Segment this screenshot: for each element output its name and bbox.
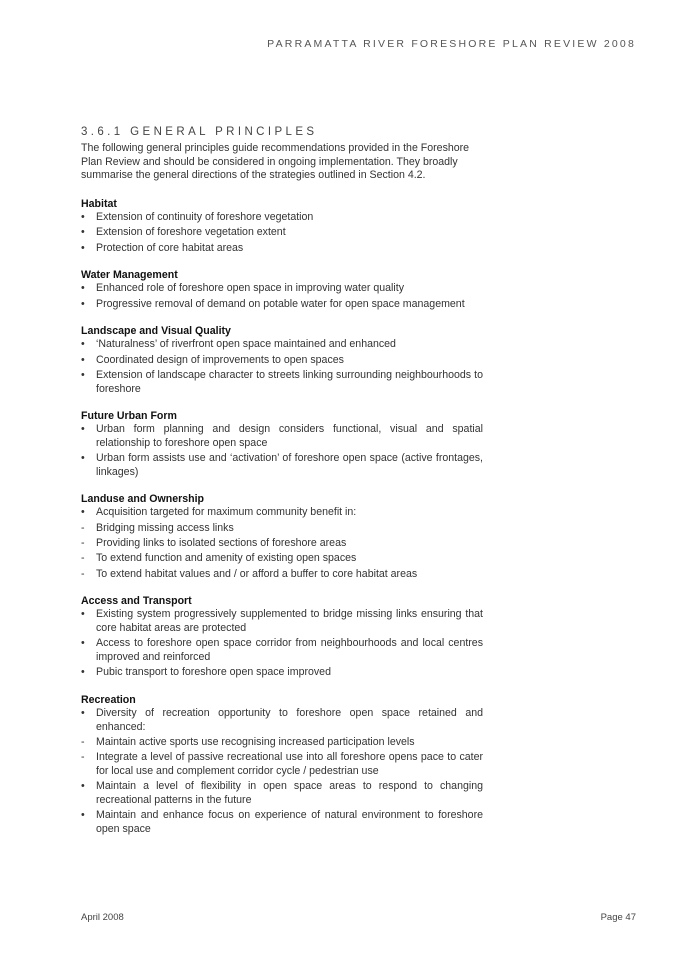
intro-paragraph: The following general principles guide recommendations provided in the Foreshore Plan Review and should be considered in ongoing implementation. They broadly summarise the general directions of the strategies outlined in Section 4.2.: [81, 142, 470, 182]
bullet-marker: •: [81, 210, 85, 223]
group-title: Access and Transport: [81, 595, 192, 608]
list-item: [81, 608, 483, 635]
group-title: Habitat: [81, 197, 117, 210]
bullet-marker: •: [81, 241, 85, 254]
list-item-text: Enhanced role of foreshore open space in improving water quality: [96, 282, 404, 295]
list-item: [81, 568, 483, 582]
principle-group: [81, 268, 483, 311]
bullet-marker: •: [81, 297, 85, 310]
bullet-marker: •: [81, 423, 85, 436]
list-item-text: Existing system progressively supplemented to bridge missing links ensuring that core habitat areas are protected: [96, 608, 483, 635]
principle-group: [81, 197, 483, 255]
dash-marker: -: [81, 735, 85, 748]
list-item: [81, 354, 483, 368]
list-item-text: To extend habitat values and / or afford a buffer to core habitat areas: [96, 567, 418, 580]
list-item-text: Acquisition targeted for maximum community benefit in:: [96, 506, 357, 519]
dash-marker: -: [81, 537, 85, 550]
list-item-text: To extend function and amenity of existing open spaces: [96, 552, 357, 565]
bullet-marker: •: [81, 226, 85, 239]
list-item-text: Extension of continuity of foreshore vegetation: [96, 210, 314, 223]
list-item: [81, 211, 483, 225]
dash-marker: -: [81, 567, 85, 580]
list-item: [81, 637, 483, 664]
list-item: [81, 506, 483, 520]
list-item: [81, 423, 483, 450]
group-items: [81, 282, 483, 311]
list-item: [81, 751, 483, 778]
list-item: [81, 809, 483, 836]
list-item: [81, 282, 483, 296]
list-item-text: Bridging missing access links: [96, 521, 234, 534]
dash-marker: -: [81, 521, 85, 534]
list-item: [81, 707, 483, 734]
list-item: [81, 226, 483, 240]
list-item-text: Integrate a level of passive recreational use into all foreshore opens pace to cater for local use and complement corridor cycle / pedestrian use: [96, 751, 483, 777]
list-item-text: Coordinated design of improvements to open spaces: [96, 353, 344, 366]
list-item-text: Maintain active sports use recognising increased participation levels: [96, 735, 415, 748]
footer-date: April 2008: [81, 912, 124, 923]
list-item: [81, 537, 483, 551]
bullet-marker: •: [81, 282, 85, 295]
principles-list: [81, 197, 483, 837]
list-item: [81, 338, 483, 352]
principle-group: [81, 409, 483, 479]
group-title: Recreation: [81, 694, 136, 706]
bullet-marker: •: [81, 666, 85, 679]
bullet-marker: •: [81, 353, 85, 366]
list-item-text: Protection of core habitat areas: [96, 241, 244, 254]
group-items: [81, 707, 483, 837]
principle-group: [81, 324, 483, 396]
list-item: [81, 552, 483, 566]
group-items: [81, 506, 483, 581]
list-item: [81, 736, 483, 750]
list-item: [81, 369, 483, 396]
group-items: [81, 338, 483, 396]
list-item-text: Pubic transport to foreshore open space improved: [96, 666, 331, 679]
bullet-marker: •: [81, 707, 85, 719]
list-item-text: Maintain a level of flexibility in open space areas to respond to changing recreational patterns in the future: [96, 780, 483, 806]
bullet-marker: •: [81, 368, 85, 381]
section-heading: 3.6.1 GENERAL PRINCIPLES: [81, 126, 318, 138]
dash-marker: -: [81, 552, 85, 565]
group-title: Future Urban Form: [81, 410, 177, 423]
bullet-marker: •: [81, 338, 85, 351]
group-title: Landscape and Visual Quality: [81, 325, 231, 338]
bullet-marker: •: [81, 452, 85, 465]
list-item-text: Diversity of recreation opportunity to foreshore open space retained and enhanced:: [96, 707, 483, 733]
bullet-marker: •: [81, 637, 85, 650]
list-item: [81, 298, 483, 312]
principle-group: [81, 594, 483, 680]
bullet-marker: •: [81, 506, 85, 519]
list-item: [81, 780, 483, 807]
list-item: [81, 666, 483, 680]
bullet-marker: •: [81, 809, 85, 822]
list-item-text: ‘Naturalness’ of riverfront open space maintained and enhanced: [96, 338, 396, 351]
group-items: [81, 608, 483, 680]
principle-group: [81, 492, 483, 581]
list-item-text: Providing links to isolated sections of foreshore areas: [96, 537, 347, 550]
bullet-marker: •: [81, 608, 85, 621]
bullet-marker: •: [81, 780, 85, 793]
list-item-text: Urban form planning and design considers functional, visual and spatial relationship to foreshore open space: [96, 423, 483, 449]
list-item-text: Extension of landscape character to streets linking surrounding neighbourhoods to foreshore: [96, 368, 483, 395]
list-item-text: Access to foreshore open space corridor from neighbourhoods and local centres improved and reinforced: [96, 637, 483, 664]
footer-page-number: Page 47: [600, 912, 636, 923]
list-item-text: Maintain and enhance focus on experience of natural environment to foreshore open space: [96, 809, 483, 835]
principle-group: [81, 693, 483, 837]
group-items: [81, 211, 483, 255]
list-item-text: Progressive removal of demand on potable water for open space management: [96, 297, 465, 310]
group-title: Landuse and Ownership: [81, 493, 205, 506]
group-items: [81, 423, 483, 479]
list-item: [81, 522, 483, 536]
list-item: [81, 242, 483, 256]
list-item: [81, 452, 483, 479]
dash-marker: -: [81, 751, 85, 764]
list-item-text: Extension of foreshore vegetation extent: [96, 226, 286, 239]
running-header: PARRAMATTA RIVER FORESHORE PLAN REVIEW 2008: [267, 38, 636, 50]
group-title: Water Management: [81, 269, 178, 282]
page-content: [81, 126, 483, 850]
list-item-text: Urban form assists use and ‘activation’ of foreshore open space (active frontages, linkages): [96, 452, 483, 478]
